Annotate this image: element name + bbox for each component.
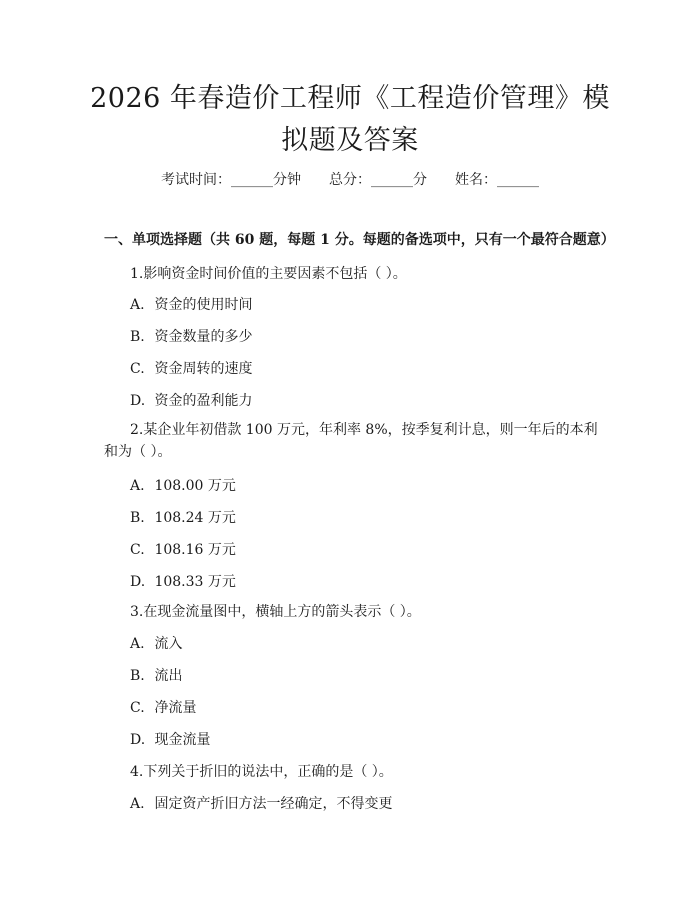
option-letter: A. (130, 636, 145, 652)
question-stem: 3.在现金流量图中，横轴上方的箭头表示（ ）。 (130, 604, 421, 620)
document-title: 2026 年春造价工程师《工程造价管理》模拟题及答案 (90, 83, 610, 156)
exam-info-bar (0, 169, 700, 189)
option-item (130, 358, 252, 378)
question-stem: 4.下列关于折旧的说法中，正确的是（ ）。 (130, 764, 393, 780)
option-text: 现金流量 (154, 732, 211, 748)
option-text: 净流量 (154, 700, 197, 716)
option-letter: B. (130, 668, 145, 684)
total-score-label: 总分：______分 (329, 172, 427, 188)
question-stem: 2.某企业年初借款 100 万元，年利率 8%，按季复利计息，则一年后的本利和为（ ）。 (104, 422, 598, 460)
option-item (130, 697, 196, 717)
option-letter: C. (130, 542, 145, 558)
option-text: 108.24 万元 (154, 510, 236, 526)
name-label: 姓名：______ (455, 172, 539, 188)
option-letter: B. (130, 329, 145, 345)
option-text: 资金周转的速度 (154, 361, 253, 377)
option-text: 108.33 万元 (154, 574, 236, 590)
option-letter: A. (130, 478, 145, 494)
option-letter: A. (130, 297, 145, 313)
option-letter: B. (130, 510, 145, 526)
option-text: 资金数量的多少 (154, 329, 253, 345)
exam-time-label: 考试时间：______分钟 (161, 172, 301, 188)
option-letter: A. (130, 796, 145, 812)
option-item (130, 729, 210, 749)
option-item (130, 665, 182, 685)
option-letter: D. (130, 574, 146, 590)
option-item (130, 633, 182, 653)
option-item (130, 571, 236, 591)
option-item (130, 326, 252, 346)
option-letter: D. (130, 732, 146, 748)
option-text: 108.00 万元 (154, 478, 236, 494)
option-text: 流出 (154, 668, 183, 684)
option-item (130, 475, 236, 495)
option-item (130, 539, 236, 559)
option-item (130, 294, 252, 314)
option-item (130, 507, 236, 527)
option-text: 流入 (154, 636, 183, 652)
question-stem: 1.影响资金时间价值的主要因素不包括（ ）。 (130, 266, 407, 282)
option-item (130, 390, 252, 410)
option-text: 资金的盈利能力 (154, 393, 253, 409)
option-letter: D. (130, 393, 146, 409)
option-text: 资金的使用时间 (154, 297, 253, 313)
option-text: 108.16 万元 (154, 542, 236, 558)
option-text: 固定资产折旧方法一经确定，不得变更 (154, 796, 393, 812)
option-letter: C. (130, 700, 145, 716)
option-letter: C. (130, 361, 145, 377)
section-heading: 一、单项选择题（共 60 题，每题 1 分。每题的备选项中，只有一个最符合题意） (104, 232, 615, 248)
option-item (130, 793, 392, 813)
